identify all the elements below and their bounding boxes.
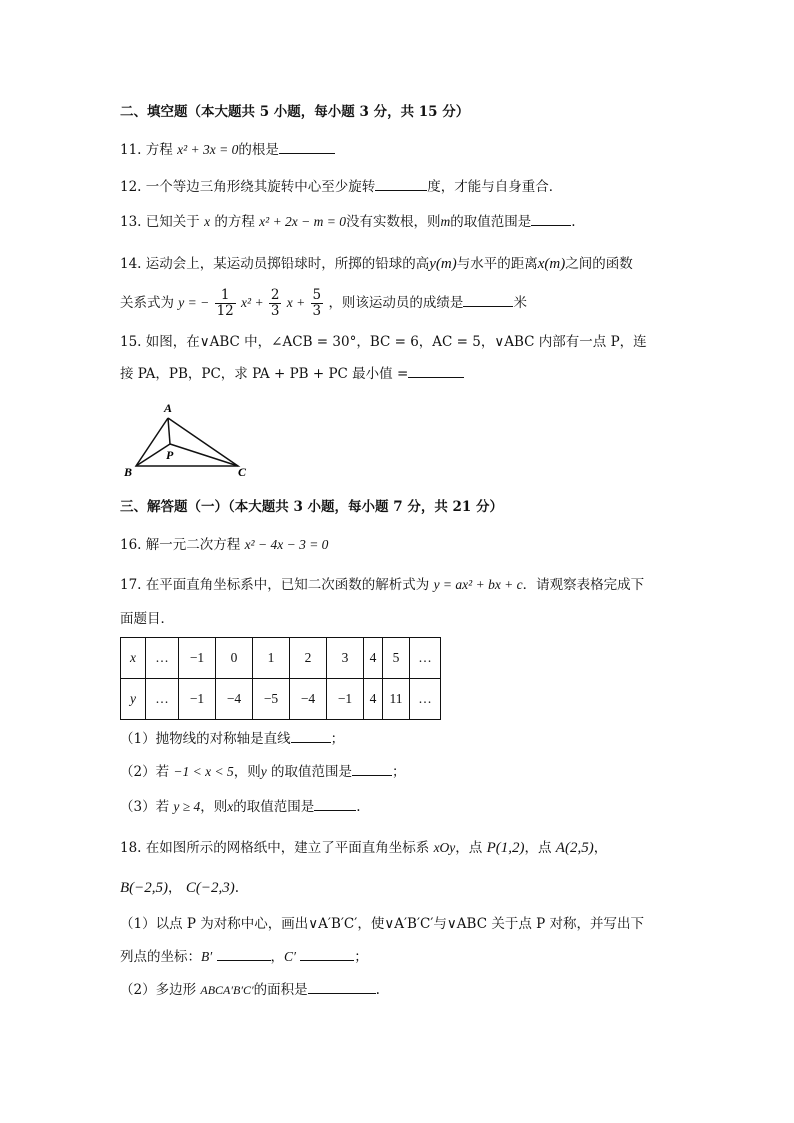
q12-post: 度，才能与自身重合． <box>427 179 563 195</box>
question-14-line1 <box>120 254 633 274</box>
label-a: A <box>164 401 173 415</box>
table-cell: 3 <box>327 638 364 679</box>
q14-line2-post: ，则该运动员的成绩是 <box>328 295 464 311</box>
q18-point-a: A(2,5) <box>555 840 594 856</box>
section-heading-solutions: 三、解答题（一）（本大题共 3 小题，每小题 7 分，共 21 分） <box>120 499 504 515</box>
q17-sub2-mid: ，则 <box>233 764 261 780</box>
q11-number: 11. <box>120 142 142 158</box>
q18-sub2-pre: （2）多边形 <box>120 982 197 998</box>
table-cell: −4 <box>290 679 327 720</box>
table-cell: … <box>146 679 179 720</box>
table-cell: … <box>410 638 441 679</box>
q14-line1-pre: 14. 运动会上，某运动员掷铅球时，所掷的铅球的高 <box>120 256 430 272</box>
question-13 <box>120 212 576 232</box>
q13-mid2: 没有实数根，则 <box>346 214 441 230</box>
q14-x-unit: x(m) <box>537 256 566 272</box>
q17-sub3-blank[interactable] <box>314 798 356 811</box>
q14-x2: x² + <box>241 295 264 310</box>
q18-line1-mid2: ，点 <box>524 840 552 856</box>
q18-line1-mid: ，点 <box>455 840 483 856</box>
q16-text: 16. 解一元二次方程 <box>120 537 241 553</box>
q14-unit: 米 <box>513 295 527 311</box>
q11-pre: 方程 <box>145 142 173 158</box>
segment-pc <box>170 444 238 466</box>
q11-post: 的根是 <box>238 142 279 158</box>
question-12 <box>120 177 562 197</box>
table-cell: −4 <box>216 679 253 720</box>
q18-c-prime-blank[interactable] <box>300 948 354 961</box>
value-table <box>120 637 441 720</box>
table-row-x <box>121 638 441 679</box>
q12-text: 12. 一个等边三角形绕其旋转中心至少旋转 <box>120 179 376 195</box>
table-cell: … <box>146 638 179 679</box>
label-b: B <box>124 465 133 478</box>
q13-var-m: m <box>440 214 451 229</box>
q17-sub1-blank[interactable] <box>291 730 331 743</box>
q17-sub2-blank[interactable] <box>352 763 392 776</box>
table-cell: 1 <box>253 638 290 679</box>
q14-x-plus: x + <box>286 295 306 310</box>
q18-c-prime: C′ <box>284 949 296 964</box>
q17-sub3-mid: ，则 <box>200 799 228 815</box>
q16-equation: x² − 4x − 3 = 0 <box>244 537 329 552</box>
table-cell: −1 <box>179 679 216 720</box>
table-cell: −1 <box>179 638 216 679</box>
label-p: P <box>166 448 174 462</box>
q14-y-eq: y = − <box>178 295 210 310</box>
q18-coord-system: xOy <box>433 840 456 855</box>
q17-sub3-pre: （3）若 <box>120 799 170 815</box>
table-cell: … <box>410 679 441 720</box>
q14-line1-post: 之间的函数 <box>565 256 633 272</box>
question-11 <box>120 140 335 160</box>
question-15-line1: 15. 如图，在∨ABC 中，∠ACB = 30°，BC = 6，AC = 5，∨ABC 内部有一点 P，连 <box>120 334 647 350</box>
q14-fraction-3: $\frac{5}{3}$ <box>312 287 322 319</box>
q17-sub1-text: （1）抛物线的对称轴是直线 <box>120 731 291 747</box>
question-18-line1 <box>120 838 607 858</box>
label-c: C <box>238 465 247 478</box>
q17-sub2-post: 的取值范围是 <box>271 764 353 780</box>
q18-sub2-blank[interactable] <box>308 981 376 994</box>
q14-fraction-2: $\frac{2}{3}$ <box>270 287 280 319</box>
q17-line1-post: ．请观察表格完成下 <box>522 577 645 593</box>
question-14-line2 <box>120 286 527 320</box>
q11-equation: x² + 3x = 0 <box>177 142 239 157</box>
q14-line1-mid: 与水平的距离 <box>456 256 538 272</box>
q14-line2-pre: 关系式为 <box>120 295 174 311</box>
segment-pb <box>136 444 170 466</box>
q13-mid: 的方程 <box>214 214 255 230</box>
question-17-line1 <box>120 575 644 595</box>
triangle-figure <box>118 398 258 478</box>
q18-b-prime: B′ <box>201 949 213 964</box>
q18-sub2-end: . <box>375 982 380 998</box>
q17-sub1 <box>120 729 344 749</box>
q14-answer-blank[interactable] <box>463 294 513 307</box>
q18-sub2 <box>120 980 380 1000</box>
q18-point-c: C(−2,3) <box>185 880 235 896</box>
q15-line2-text: 接 PA，PB，PC，求 PA + PB + PC 最小值 = <box>120 366 409 382</box>
q17-sub2 <box>120 762 406 782</box>
q13-var-x: x <box>204 214 211 229</box>
section-heading-fill-blank: 二、填空题（本大题共 5 小题，每小题 3 分，共 15 分） <box>120 104 470 120</box>
q18-sub1-line2-pre: 列点的坐标： <box>120 949 201 965</box>
q13-equation: x² + 2x − m = 0 <box>259 214 347 229</box>
table-row-y <box>121 679 441 720</box>
segment-pa <box>168 418 170 444</box>
question-16 <box>120 535 328 555</box>
table-cell: 5 <box>383 638 410 679</box>
q18-line1-pre: 18. 在如图所示的网格纸中，建立了平面直角坐标系 <box>120 840 430 856</box>
q18-sub1-line2 <box>120 947 368 967</box>
q18-sub1-line1: （1）以点 P 为对称中心，画出∨A′B′C′，使∨A′B′C′与∨ABC 关于点 P 对称，并写出下 <box>120 916 644 932</box>
table-cell: 11 <box>383 679 410 720</box>
table-cell: 2 <box>290 638 327 679</box>
q11-answer-blank[interactable] <box>279 141 335 154</box>
q17-sub1-end: ； <box>330 731 345 747</box>
q17-sub2-condition: −1 < x < 5 <box>173 764 234 779</box>
q14-fraction-1: $\frac{1}{12}$ <box>216 287 234 319</box>
q17-equation: y = ax² + bx + c <box>433 577 523 592</box>
table-cell: 0 <box>216 638 253 679</box>
q18-point-b: B(−2,5) <box>120 880 169 896</box>
q17-sub3-post: 的取值范围是 <box>233 799 315 815</box>
question-17-line2: 面题目． <box>120 611 174 627</box>
q13-end: . <box>571 214 576 230</box>
question-18-line2 <box>120 878 239 898</box>
q17-sub2-end: ； <box>392 764 406 780</box>
table-cell: x <box>121 638 146 679</box>
q17-sub3 <box>120 797 361 817</box>
table-cell: 4 <box>364 638 383 679</box>
q18-comma: ， <box>270 949 284 965</box>
table-cell: 4 <box>364 679 383 720</box>
q18-polygon: ABCA′B′C′ <box>200 983 254 997</box>
q18-sub2-post: 的面积是 <box>253 982 308 998</box>
q17-sub2-pre: （2）若 <box>120 764 170 780</box>
q18-point-p: P(1,2) <box>486 840 525 856</box>
q17-sub3-condition: y ≥ 4 <box>173 799 201 814</box>
question-15-line2 <box>120 364 464 384</box>
q18-line1-end: ， <box>593 840 608 856</box>
q18-sep: ， <box>168 880 182 896</box>
q15-answer-blank[interactable] <box>408 365 464 378</box>
q18-b-prime-blank[interactable] <box>217 948 271 961</box>
q17-sub3-end: . <box>356 799 361 815</box>
triangle-abc <box>136 418 238 466</box>
q13-post: 的取值范围是 <box>450 214 532 230</box>
q18-line2-end: . <box>234 880 239 896</box>
q14-y-unit: y(m) <box>429 256 457 272</box>
q17-sub2-var: y <box>260 764 267 779</box>
q12-answer-blank[interactable] <box>375 178 427 191</box>
q17-sub3-var: x <box>227 799 234 814</box>
q13-answer-blank[interactable] <box>531 213 571 226</box>
q18-sub1-end: ； <box>354 949 368 965</box>
table-cell: −1 <box>327 679 364 720</box>
table-cell: y <box>121 679 146 720</box>
q17-line1-pre: 17. 在平面直角坐标系中，已知二次函数的解析式为 <box>120 577 430 593</box>
q13-pre: 13. 已知关于 <box>120 214 200 230</box>
table-cell: −5 <box>253 679 290 720</box>
